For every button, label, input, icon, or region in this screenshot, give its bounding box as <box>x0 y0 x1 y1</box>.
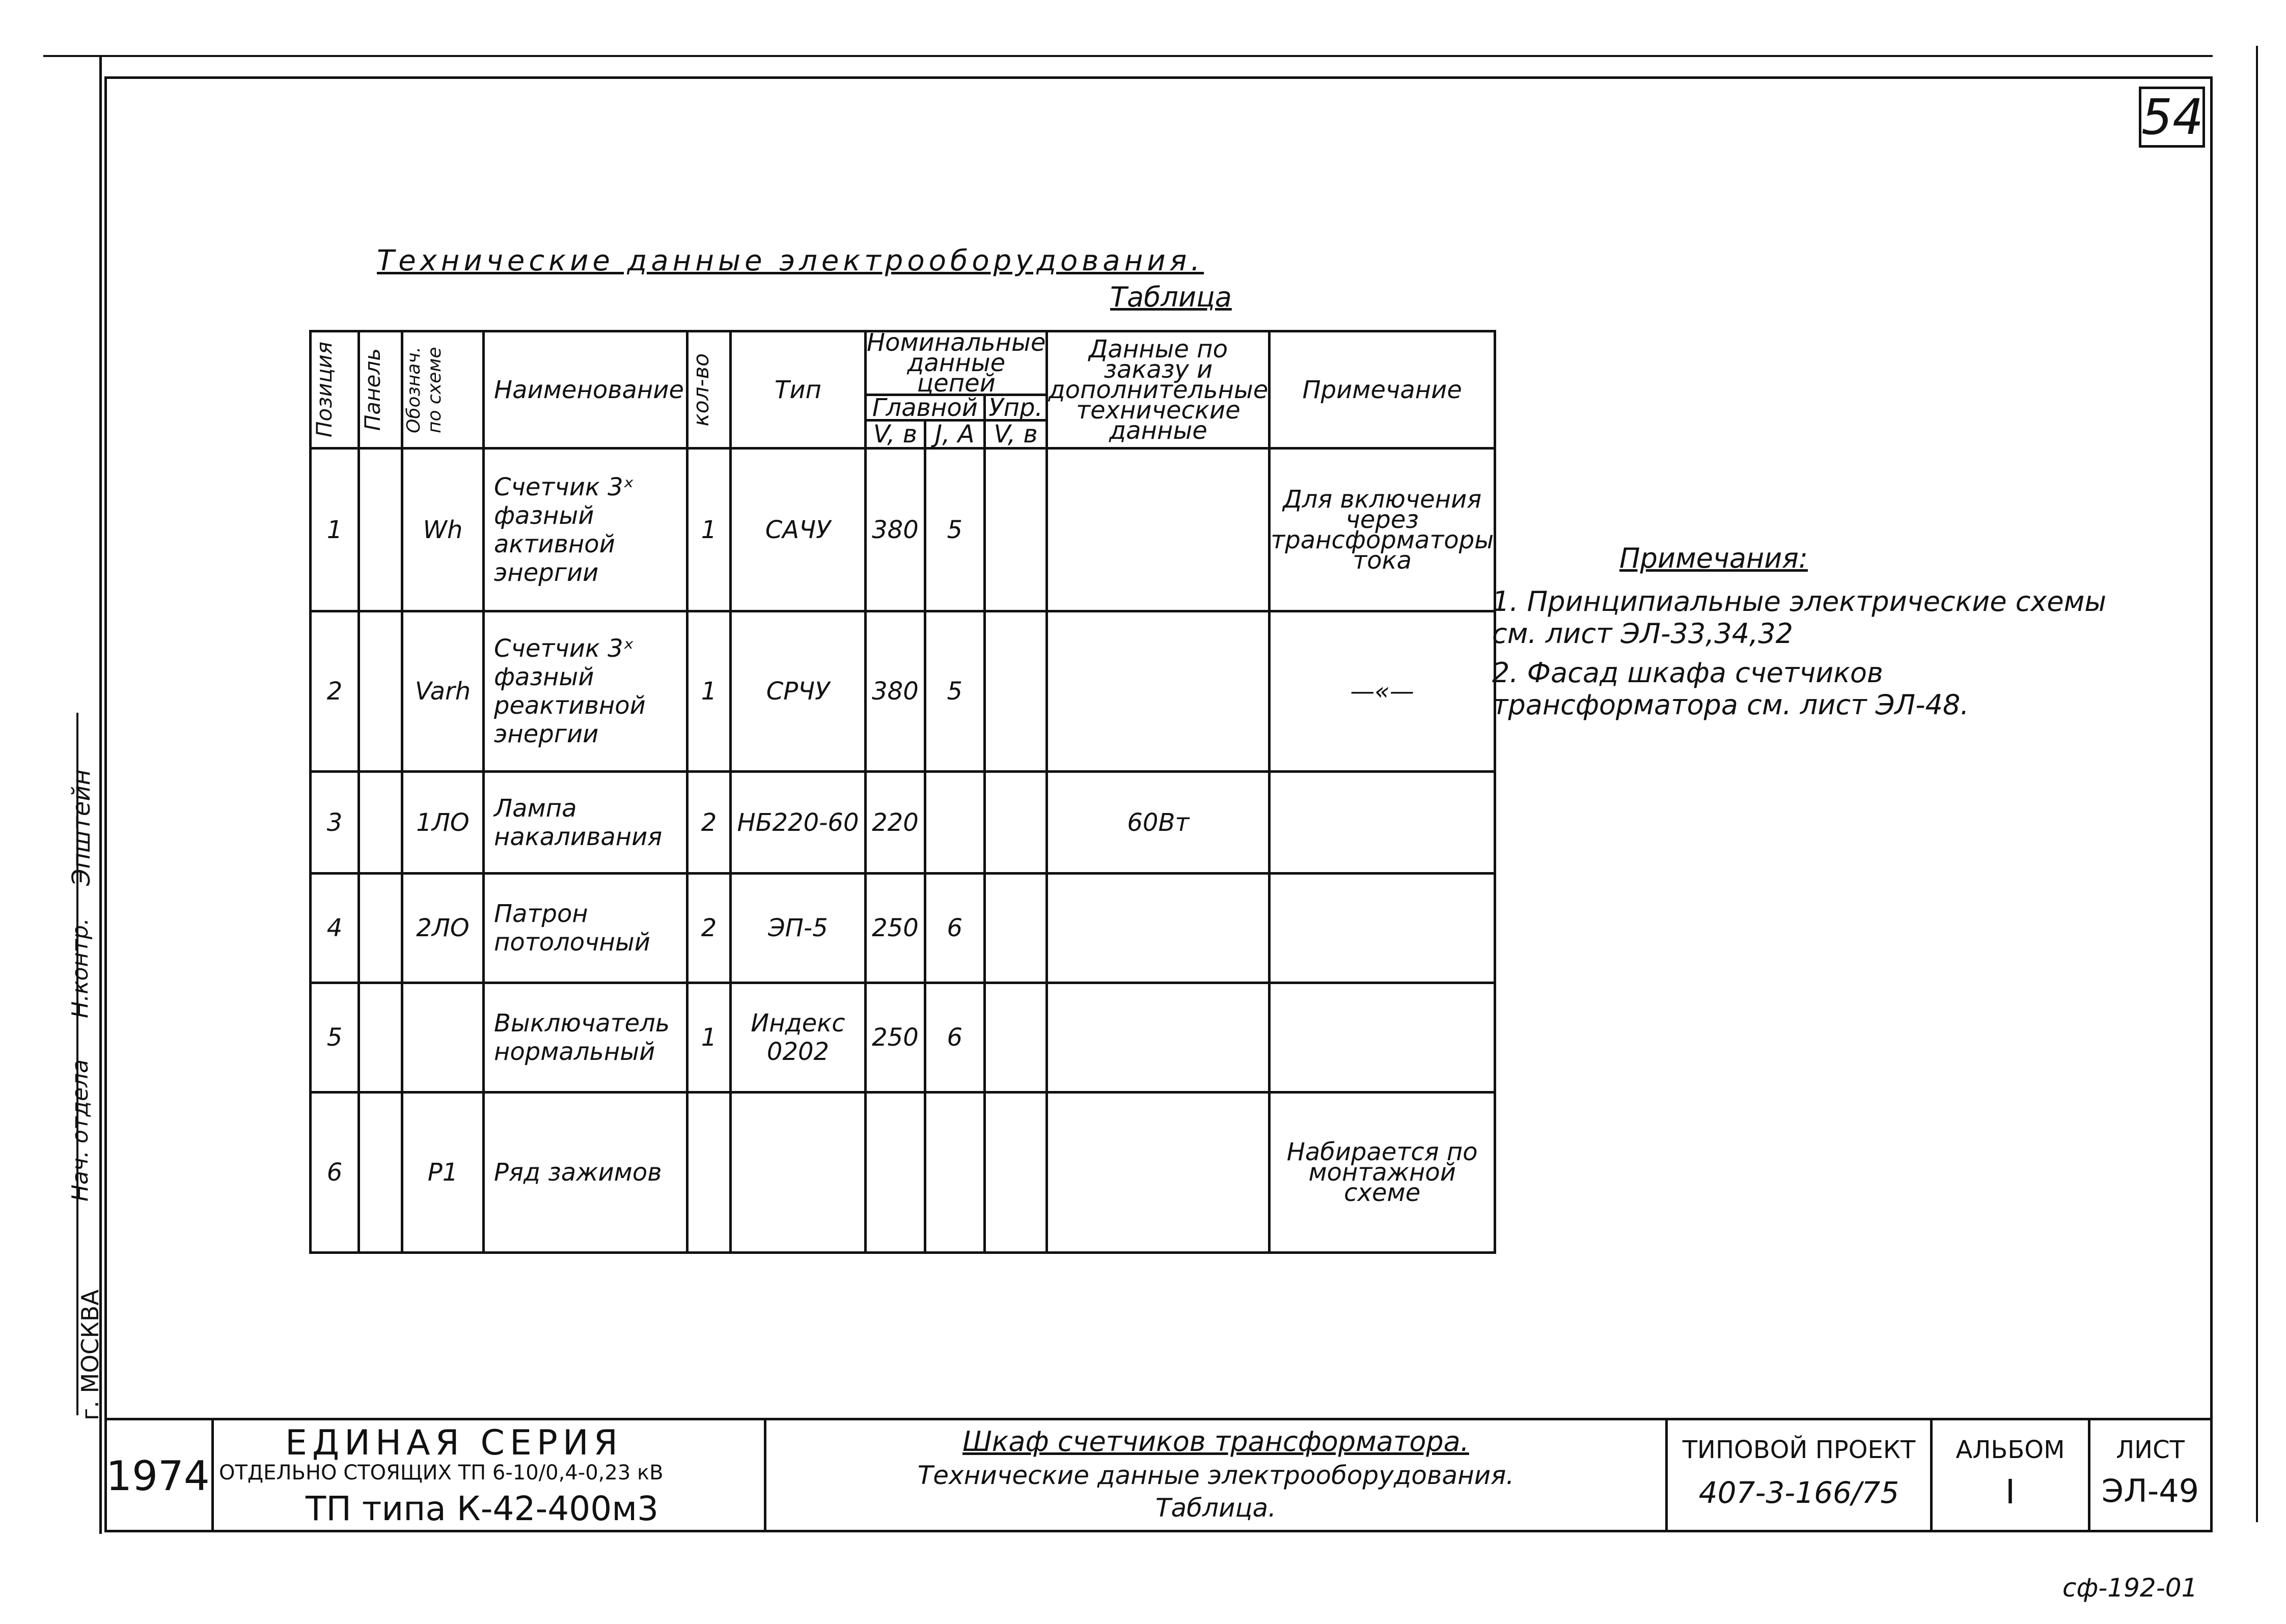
table-row <box>311 1093 1495 1253</box>
cell-pos: 2 <box>311 611 359 772</box>
cell-name: Лампа накаливания <box>484 772 687 874</box>
cell-note <box>1270 772 1495 874</box>
cell-pos: 4 <box>311 874 359 983</box>
album-number: I <box>2005 1472 2016 1511</box>
cell-order <box>1047 983 1270 1093</box>
cell-order <box>1047 874 1270 983</box>
header-qty: кол-во <box>687 331 731 449</box>
cell-panel <box>359 772 402 874</box>
cell-vc <box>984 611 1047 772</box>
cell-type: СРЧУ <box>731 611 866 772</box>
cell-i: 5 <box>925 611 984 772</box>
cell-qty: 1 <box>687 449 731 611</box>
sheet-label: ЛИСТ <box>2116 1436 2185 1464</box>
title-block <box>104 1418 2213 1532</box>
header-panel: Панель <box>359 331 402 449</box>
left-strip-signature-2: Н.контр. <box>67 918 93 1018</box>
table-row <box>311 772 1495 874</box>
cell-qty: 1 <box>687 611 731 772</box>
sheet-code: ЭЛ-49 <box>2101 1472 2199 1509</box>
cell-v: 250 <box>866 983 925 1093</box>
cell-vc <box>984 1093 1047 1253</box>
top-border-line <box>43 55 2213 57</box>
cell-order: 60Вт <box>1047 772 1270 874</box>
cell-pos: 6 <box>311 1093 359 1253</box>
cell-pos: 5 <box>311 983 359 1093</box>
cell-name: Счетчик 3ˣ фазный реактивной энергии <box>484 611 687 772</box>
sheet-title-line-2: Технические данные электрооборудования. <box>917 1461 1514 1490</box>
left-strip-signature-1: Нач. отдела <box>67 1059 93 1201</box>
header-v-main: V, в <box>866 421 925 449</box>
archive-code: сф-192-01 <box>2062 1573 2198 1603</box>
header-order-data: Данные по заказу и дополнительные технические данные <box>1047 331 1270 449</box>
sheet-title-line-1: Шкаф счетчиков трансформатора. <box>962 1425 1469 1458</box>
title-block-year: 1974 <box>104 1420 214 1532</box>
title-block-series-cell <box>214 1420 766 1532</box>
cell-type <box>731 1093 866 1253</box>
header-main: Главной <box>866 395 985 421</box>
cell-note <box>1270 983 1495 1093</box>
cell-desig: 1ЛО <box>402 772 484 874</box>
note-1: 1. Принципиальные электрические схемы см. лист ЭЛ-33,34,32 <box>1492 585 2106 650</box>
cell-desig: Varh <box>402 611 484 772</box>
series-subtitle: ОТДЕЛЬНО СТОЯЩИХ ТП 6-10/0,4-0,23 кВ <box>219 1461 664 1485</box>
cell-qty: 2 <box>687 874 731 983</box>
header-i-main: J, А <box>925 421 984 449</box>
cell-qty: 2 <box>687 772 731 874</box>
cell-note: Для включения через трансформаторы тока <box>1270 449 1495 611</box>
cell-qty: 1 <box>687 983 731 1093</box>
sheet-title-line-3: Таблица. <box>1155 1493 1277 1523</box>
cell-i: 6 <box>925 874 984 983</box>
cell-order <box>1047 611 1270 772</box>
document-title: Технические данные электрооборудования. <box>377 244 1204 277</box>
cell-v <box>866 1093 925 1253</box>
cell-i: 6 <box>925 983 984 1093</box>
header-type: Тип <box>731 331 866 449</box>
cell-v: 380 <box>866 611 925 772</box>
cell-note: —«— <box>1270 611 1495 772</box>
cell-panel <box>359 611 402 772</box>
header-v-control: V, в <box>984 421 1047 449</box>
cell-panel <box>359 449 402 611</box>
cell-note: Набирается по монтажной схеме <box>1270 1093 1495 1253</box>
cell-vc <box>984 449 1047 611</box>
cell-i <box>925 1093 984 1253</box>
header-control: Упр. <box>984 395 1047 421</box>
cell-type: ЭП-5 <box>731 874 866 983</box>
cell-i: 5 <box>925 449 984 611</box>
title-block-album-cell <box>1933 1420 2090 1532</box>
cell-type: НБ220-60 <box>731 772 866 874</box>
table-row <box>311 983 1495 1093</box>
table-caption: Таблица <box>1110 281 1232 313</box>
project-number: 407-3-166/75 <box>1698 1475 1899 1510</box>
cell-vc <box>984 983 1047 1093</box>
series-title: ЕДИНАЯ СЕРИЯ <box>285 1423 623 1463</box>
header-position: Позиция <box>311 331 359 449</box>
header-name: Наименование <box>484 331 687 449</box>
notes-title: Примечания: <box>1619 542 1808 574</box>
cell-desig <box>402 983 484 1093</box>
sheet-number-box: 54 <box>2139 87 2205 148</box>
cell-desig: Wh <box>402 449 484 611</box>
cell-vc <box>984 874 1047 983</box>
cell-v: 250 <box>866 874 925 983</box>
note-2: 2. Фасад шкафа счетчиков трансформатора см. лист ЭЛ-48. <box>1492 657 1969 721</box>
tp-type: ТП типа К-42-400м3 <box>306 1489 659 1528</box>
table-row <box>311 874 1495 983</box>
left-strip-city: г. МОСКВА <box>76 1289 104 1420</box>
equipment-table <box>309 330 1496 1254</box>
cell-v: 220 <box>866 772 925 874</box>
right-edge-line <box>2256 46 2258 1522</box>
cell-desig: 2ЛО <box>402 874 484 983</box>
cell-order <box>1047 449 1270 611</box>
cell-name: Счетчик 3ˣ фазный активной энергии <box>484 449 687 611</box>
cell-vc <box>984 772 1047 874</box>
cell-name: Ряд зажимов <box>484 1093 687 1253</box>
cell-panel <box>359 983 402 1093</box>
cell-name: Выключатель нормальный <box>484 983 687 1093</box>
cell-desig: Р1 <box>402 1093 484 1253</box>
title-block-project-cell <box>1668 1420 1933 1532</box>
album-label: АЛЬБОМ <box>1956 1436 2065 1464</box>
header-note: Примечание <box>1270 331 1495 449</box>
title-block-sheet-cell <box>2090 1420 2210 1532</box>
cell-panel <box>359 1093 402 1253</box>
cell-name: Патрон потолочный <box>484 874 687 983</box>
cell-panel <box>359 874 402 983</box>
cell-pos: 3 <box>311 772 359 874</box>
cell-qty <box>687 1093 731 1253</box>
project-label: ТИПОВОЙ ПРОЕКТ <box>1682 1436 1916 1464</box>
header-designation: Обознач. по схеме <box>402 331 484 449</box>
cell-pos: 1 <box>311 449 359 611</box>
cell-i <box>925 772 984 874</box>
table-row <box>311 449 1495 611</box>
cell-order <box>1047 1093 1270 1253</box>
left-strip-signature-3: Эпштейн <box>67 769 96 886</box>
header-nominal: Номинальные данные цепей <box>866 331 1047 395</box>
table-row <box>311 611 1495 772</box>
cell-note <box>1270 874 1495 983</box>
cell-type: Индекс 0202 <box>731 983 866 1093</box>
cell-v: 380 <box>866 449 925 611</box>
cell-type: САЧУ <box>731 449 866 611</box>
title-block-sheet-title-cell <box>766 1420 1668 1532</box>
